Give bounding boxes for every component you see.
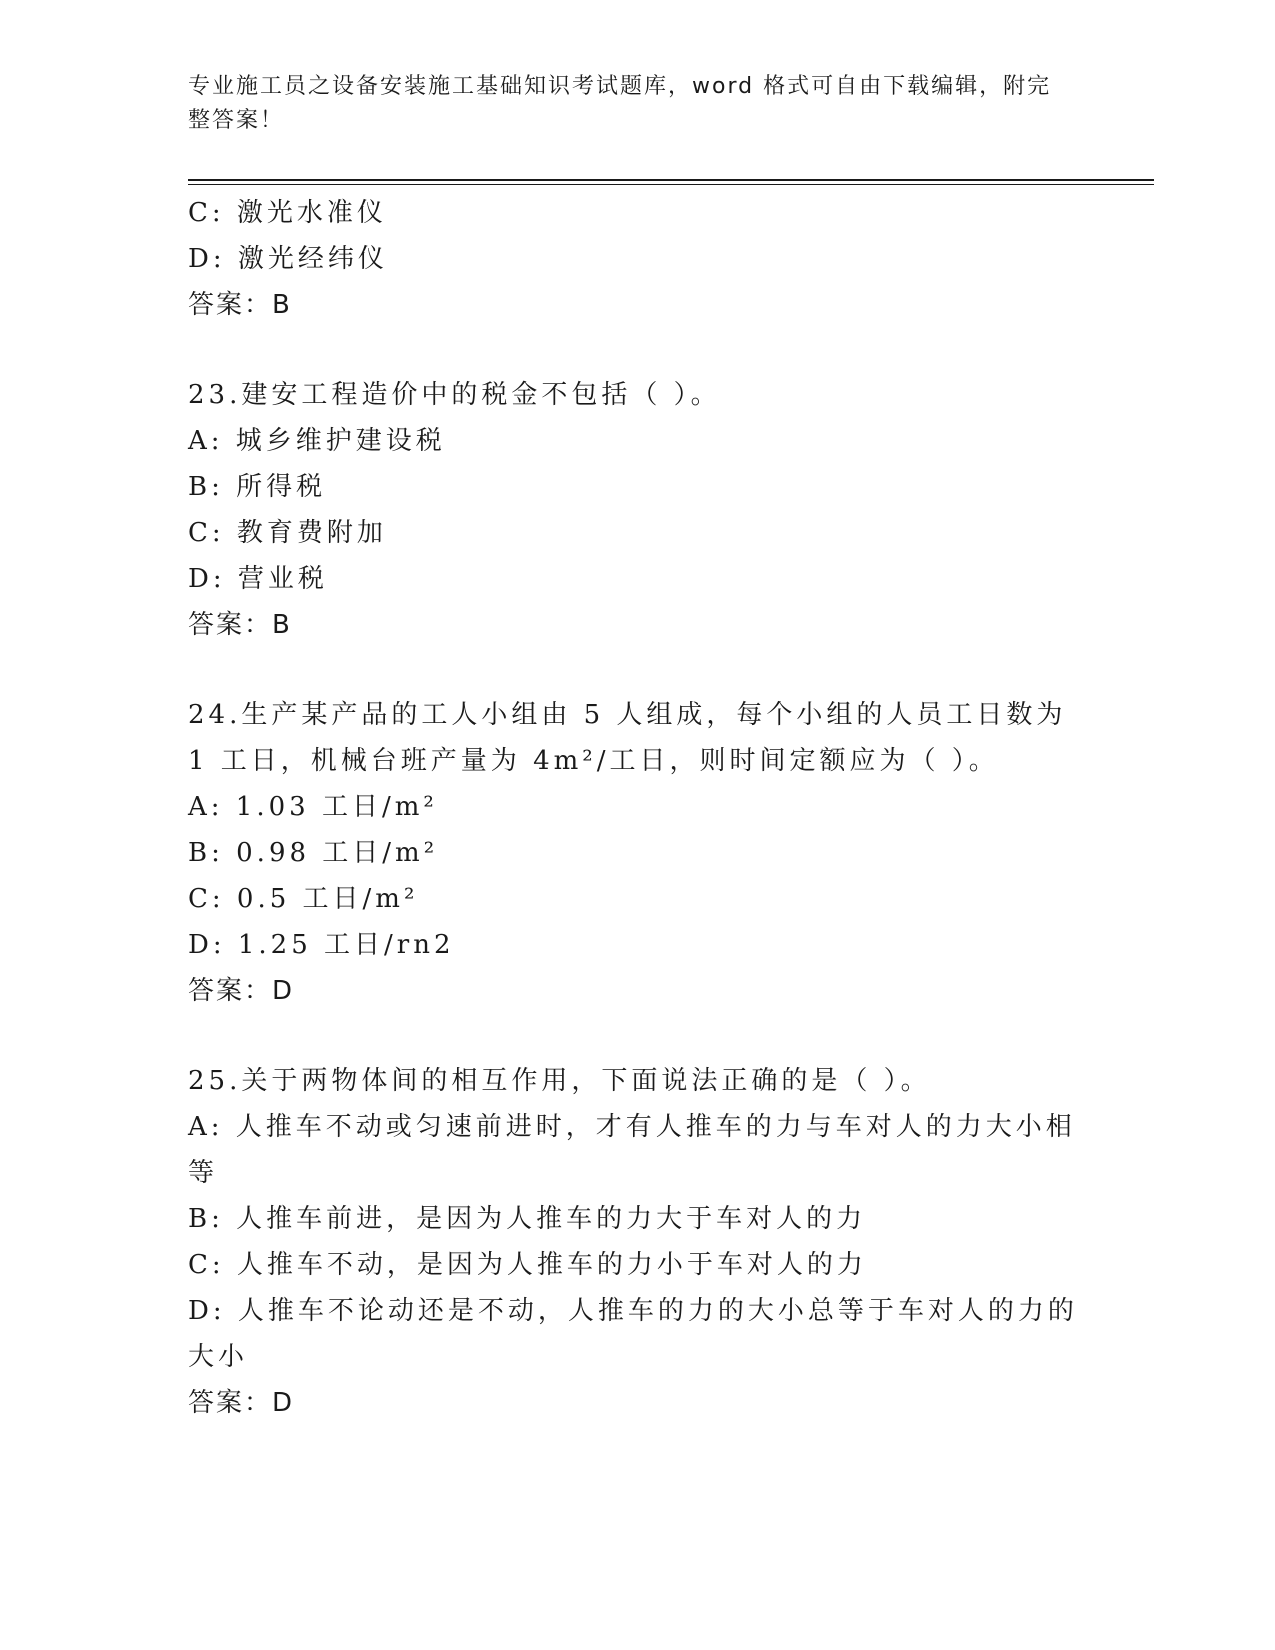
option-a: A: 1.03 工日/m² <box>188 792 438 822</box>
prev-question-fragment <box>188 190 1088 328</box>
answer-line: 答案：B <box>188 290 292 320</box>
answer-line: 答案：D <box>188 1388 295 1418</box>
option-b: B: 所得税 <box>188 472 327 502</box>
question-stem: 24.生产某产品的工人小组由 5 人组成，每个小组的人员工日数为 1 工日，机械台班产量为 4m²/工日，则时间定额应为（ ）。 <box>188 700 1067 776</box>
option-a: A: 人推车不动或匀速前进时，才有人推车的力与车对人的力大小相等 <box>188 1112 1076 1188</box>
option-c: C: 0.5 工日/m² <box>188 884 419 914</box>
header-divider-thin <box>188 184 1154 185</box>
question-23 <box>188 372 1088 648</box>
option-b: B: 0.98 工日/m² <box>188 838 439 868</box>
option-d: D: 人推车不论动还是不动，人推车的力的大小总等于车对人的力的大小 <box>188 1296 1078 1372</box>
document-header <box>188 70 1068 138</box>
option-d: D: 1.25 工日/rn2 <box>188 930 455 960</box>
header-title: 专业施工员之设备安装施工基础知识考试题库，word 格式可自由下载编辑，附完整答案！ <box>188 74 1052 133</box>
option-c: C: 人推车不动，是因为人推车的力小于车对人的力 <box>188 1250 867 1280</box>
question-25 <box>188 1058 1088 1426</box>
option-d: D: 激光经纬仪 <box>188 244 388 274</box>
option-a: A: 城乡维护建设税 <box>188 426 446 456</box>
option-c: C: 激光水准仪 <box>188 198 387 228</box>
option-d: D: 营业税 <box>188 564 328 594</box>
option-c: C: 教育费附加 <box>188 518 387 548</box>
question-stem: 23.建安工程造价中的税金不包括（ ）。 <box>188 380 721 410</box>
question-24 <box>188 692 1088 1014</box>
header-divider-thick <box>188 179 1154 181</box>
answer-line: 答案：D <box>188 976 295 1006</box>
question-list <box>188 190 1088 1426</box>
question-stem: 25.关于两物体间的相互作用，下面说法正确的是（ ）。 <box>188 1066 931 1096</box>
answer-line: 答案：B <box>188 610 292 640</box>
option-b: B: 人推车前进，是因为人推车的力大于车对人的力 <box>188 1204 867 1234</box>
